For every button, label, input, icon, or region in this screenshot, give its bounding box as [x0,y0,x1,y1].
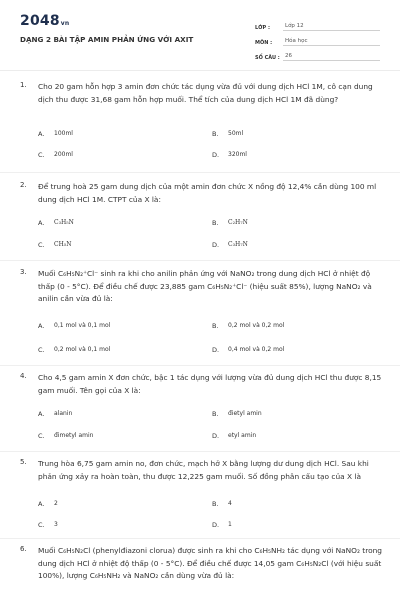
option-d[interactable] [212,151,247,159]
question-divider [0,365,400,366]
logo-text: 2048 [20,13,60,29]
question-text: Để trung hoà 25 gam dung dịch của một amin đơn chức X nồng độ 12,4% cần dùng 100 ml dung dịch HCl 1M. CTPT của X là: [38,182,377,204]
option-label: A. [38,500,45,508]
option-label: D. [212,432,220,440]
option-value: đimetyl amin [54,432,94,439]
option-value: 3 [54,521,58,528]
option-d[interactable] [212,346,284,354]
meta-value: Lớp 12 [283,23,380,31]
meta-info [255,16,380,61]
meta-key: SỐ CÂU : [255,55,280,61]
question-5 [20,458,382,483]
question-3 [20,268,382,306]
option-value: alanin [54,410,73,417]
question-text: Cho 20 gam hỗn hợp 3 amin đơn chức tác dụng vừa đủ với dung dịch HCl 1M, cô cạn dung dịch thu được 31,68 gam hỗn hợp muối. Thể tích của dung dịch HCl 1M đã dùng? [38,82,373,104]
question-1 [20,81,382,106]
question-number: 5. [20,458,27,466]
option-c[interactable] [38,151,73,159]
option-a[interactable] [38,130,73,138]
option-label: D. [212,346,220,354]
option-c[interactable] [38,521,58,529]
option-value: 0,4 mol và 0,2 mol [228,346,285,353]
option-value: CH₅N [54,241,72,248]
option-value: 100ml [54,130,73,137]
option-value: 4 [228,500,232,507]
option-label: A. [38,322,45,330]
meta-row-subject [255,31,380,46]
option-value: C₃H₇N [228,241,248,248]
option-a[interactable] [38,410,72,418]
option-value: 0,2 mol và 0,2 mol [228,322,285,329]
option-c[interactable] [38,241,71,249]
option-label: B. [212,410,219,418]
question-6 [20,545,382,583]
question-4 [20,372,382,397]
option-label: B. [212,500,219,508]
option-b[interactable] [212,219,248,227]
question-divider [0,538,400,539]
option-b[interactable] [212,410,262,418]
question-divider [0,172,400,173]
question-text: Muối C₆H₅N₂⁺Cl⁻ sinh ra khi cho anilin phản ứng với NaNO₂ trong dung dịch HCl ở nhiệt độ thấp (0 - 5°C). Để điều chế được 23,885 gam C₆H₅N₂⁺Cl⁻ (hiệu suất 85%), lượng NaNO₂ và anilin cần vừa đủ là: [38,269,372,304]
option-value: C₃H₅N [54,219,74,226]
option-label: B. [212,322,219,330]
option-a[interactable] [38,219,74,227]
option-label: D. [212,241,220,249]
option-d[interactable] [212,432,256,440]
meta-row-class [255,16,380,31]
meta-key: LỚP : [255,25,270,31]
option-b[interactable] [212,130,243,138]
meta-row-count [255,46,380,61]
option-value: 0,2 mol và 0,1 mol [54,346,111,353]
meta-key: MÔN : [255,40,273,46]
question-number: 1. [20,81,27,89]
logo-suffix: vn [60,20,70,27]
option-d[interactable] [212,521,232,529]
question-divider [0,260,400,261]
option-label: D. [212,151,220,159]
question-number: 6. [20,545,27,553]
option-value: 2 [54,500,58,507]
question-2 [20,181,382,206]
option-value: đietyl amin [228,410,262,417]
question-text: Trung hòa 6,75 gam amin no, đơn chức, mạch hở X bằng lượng dư dung dịch HCl. Sau khi phản ứng xảy ra hoàn toàn, thu được 12,225 gam muối. Số đồng phân cấu tạo của X là [38,459,369,481]
option-value: 1 [228,521,232,528]
option-value: 50ml [228,130,244,137]
question-divider [0,451,400,452]
option-value: 200ml [54,151,73,158]
option-label: C. [38,241,45,249]
question-number: 4. [20,372,27,380]
site-logo[interactable] [20,13,69,29]
option-value: 320ml [228,151,247,158]
option-label: C. [38,151,45,159]
option-label: A. [38,130,45,138]
header-divider [0,70,400,71]
meta-value: 26 [283,53,380,61]
question-text: Muối C₆H₅N₂Cl (phenylđiazoni clorua) được sinh ra khi cho C₆H₅NH₂ tác dụng với NaNO₂ trong dung dịch HCl ở nhiệt độ thấp (0 - 5°C). Để điều chế được 14,05 gam C₆H₅N₂Cl (với hiệu suất 100%), lượng C₆H₅NH₂ và NaNO₂ cần dùng vừa đủ là: [38,546,382,581]
option-d[interactable] [212,241,248,249]
option-a[interactable] [38,500,58,508]
meta-value: Hóa học [283,38,380,46]
question-number: 3. [20,268,27,276]
option-value: 0,1 mol và 0,1 mol [54,322,111,329]
page-header [0,0,400,72]
option-value: etyl amin [228,432,257,439]
option-label: A. [38,410,45,418]
option-a[interactable] [38,322,110,330]
option-c[interactable] [38,432,93,440]
option-label: D. [212,521,220,529]
question-number: 2. [20,181,27,189]
option-c[interactable] [38,346,110,354]
option-b[interactable] [212,500,232,508]
page-title: DẠNG 2 BÀI TẬP AMIN PHẢN ỨNG VỚI AXIT [20,35,194,44]
question-text: Cho 4,5 gam amin X đơn chức, bậc 1 tác dụng với lượng vừa đủ dung dịch HCl thu được 8,15 gam muối. Tên gọi của X là: [38,373,382,395]
option-b[interactable] [212,322,284,330]
option-label: A. [38,219,45,227]
option-label: C. [38,346,45,354]
option-label: B. [212,219,219,227]
option-label: B. [212,130,219,138]
option-value: C₂H₇N [228,219,248,226]
option-label: C. [38,432,45,440]
option-label: C. [38,521,45,529]
